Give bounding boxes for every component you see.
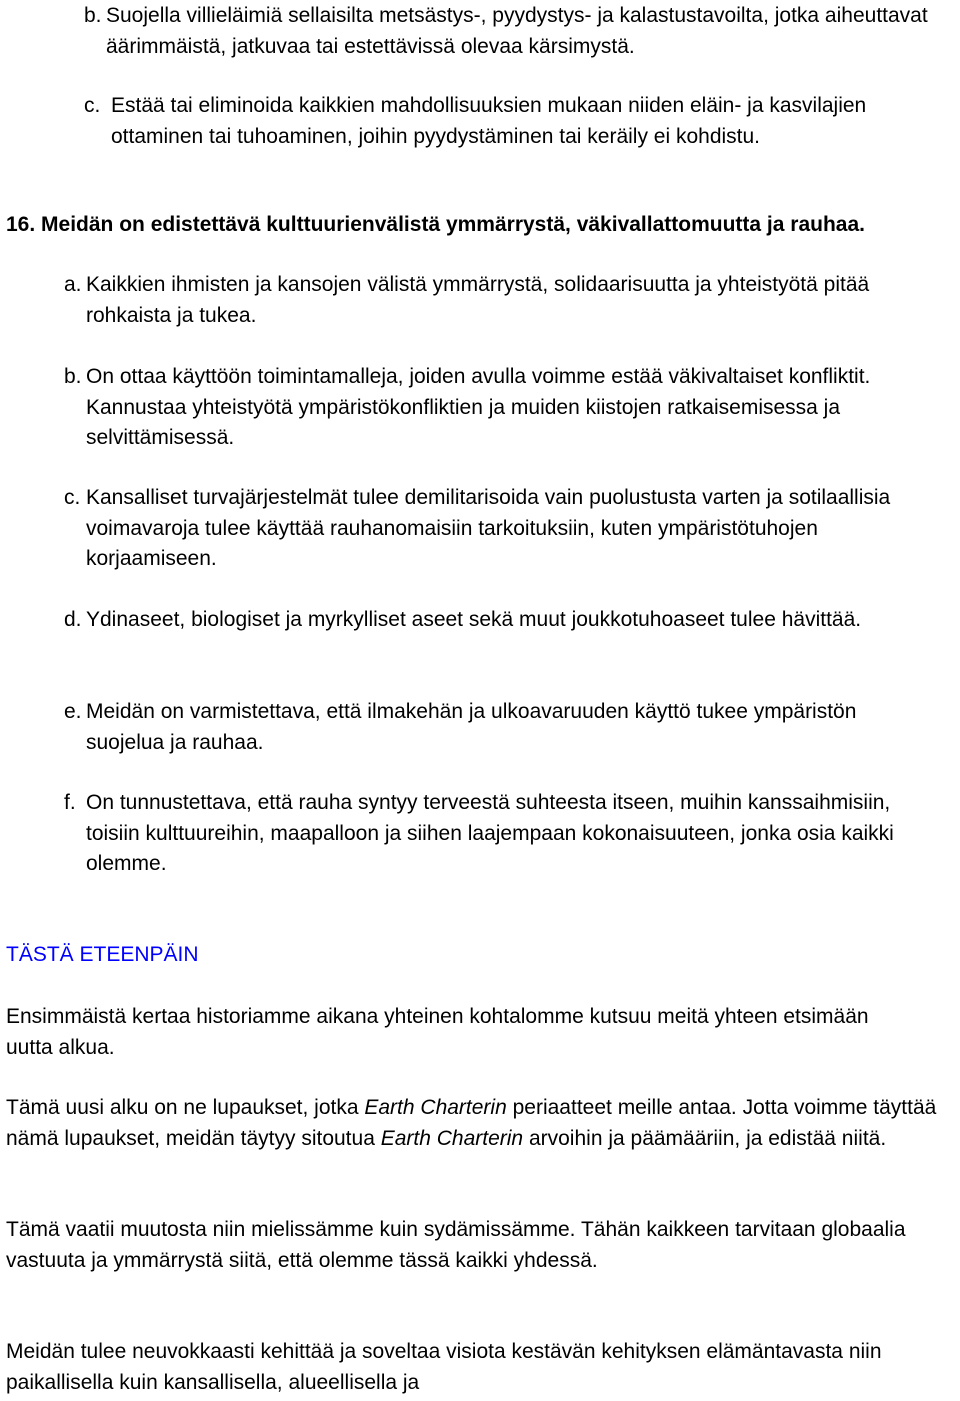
list-item-text: Meidän on varmistettava, että ilmakehän ja ulkoavaruuden käyttö tukee ympäristön suojelua ja rauhaa. [86,700,857,754]
list-item-label: b. [84,4,102,27]
list-item-text: Kansalliset turvajärjestelmät tulee demilitarisoida vain puolustusta varten ja sotilaallisia voimavaroja tulee käyttää rauhanomaisiin tarkoituksiin, kuten ympäristötuhojen korjaamiseen. [86,486,891,570]
list-item-text: On ottaa käyttöön toimintamalleja, joiden avulla voimme estää väkivaltaiset konfliktit. Kannustaa yhteistyötä ympäristökonfliktien ja muiden kiistojen ratkaisemisessa ja selvittämisessä. [86,365,871,449]
paragraph-4: Meidän tulee neuvokkaasti kehittää ja soveltaa visiota kestävän kehityksen elämäntavasta niin paikallisella kuin kansallisella, alueellisella ja [6,1340,882,1394]
earth-charter-name: Earth Charterin [364,1096,507,1119]
list-item-label: e. [64,700,82,723]
list-item-text-content: Estää tai eliminoida kaikkien mahdollisuuksien mukaan niiden eläin- ja kasvilajien ottaminen tai tuhoaminen, joihin pyydystäminen tai keräily ei kohdistu. [111,94,867,148]
list-item-text: Ydinaseet, biologiset ja myrkylliset aseet sekä muut joukkotuhoaseet tulee hävittää. [86,608,862,631]
list-item-text-content: Suojella villieläimiä sellaisilta metsästys-, pyydystys- ja kalastustavoilta, jotka aiheuttavat äärimmäistä, jatkuvaa tai estettävissä olevaa kärsimystä. [106,4,928,58]
list-item-text [111,91,956,152]
list-item-text [106,1,956,62]
section-title: TÄSTÄ ETEENPÄIN [6,943,199,966]
list-item-label: b. [64,365,82,388]
list-item-label: d. [64,608,82,631]
paragraph-1: Ensimmäistä kertaa historiamme aikana yhteinen kohtalomme kutsuu meitä yhteen etsimään uutta alkua. [6,1005,869,1059]
list-item-text: Kaikkien ihmisten ja kansojen välistä ymmärrystä, solidaarisuutta ja yhteistyötä pitää rohkaista ja tukea. [86,273,870,327]
list-item-label: c. [64,486,81,509]
paragraph-2-part-e: arvoihin ja päämääriin, ja edistää niitä. [523,1126,887,1150]
list-item-label: a. [64,273,82,296]
paragraph-2-part-a: Tämä uusi alku on ne lupaukset, jotka [6,1096,365,1119]
principle-16-heading: 16. Meidän on edistettävä kulttuurienvälistä ymmärrystä, väkivallattomuutta ja rauhaa. [6,213,865,236]
earth-charter-name: Earth Charterin [380,1126,524,1150]
list-item-text: On tunnustettava, että rauha syntyy terveestä suhteesta itseen, muihin kanssaihmisiin, toisiin kulttuureihin, maapalloon ja siihen laajempaan kokonaisuuteen, jonka osia kaikki olemme. [86,791,894,875]
paragraph-3: Tämä vaatii muutosta niin mielissämme kuin sydämissämme. Tähän kaikkeen tarvitaan globaalia vastuuta ja ymmärrystä siitä, että olemme tässä kaikki yhdessä. [6,1218,906,1272]
paragraph-2 [6,1093,941,1154]
list-item-label: c. [84,94,101,117]
list-item-label: f. [64,791,76,814]
paragraph-2-part-c: periaatteet meille antaa. Jotta voimme täyttää nämä lupaukset, meidän täytyy sitoutua [6,1096,937,1150]
